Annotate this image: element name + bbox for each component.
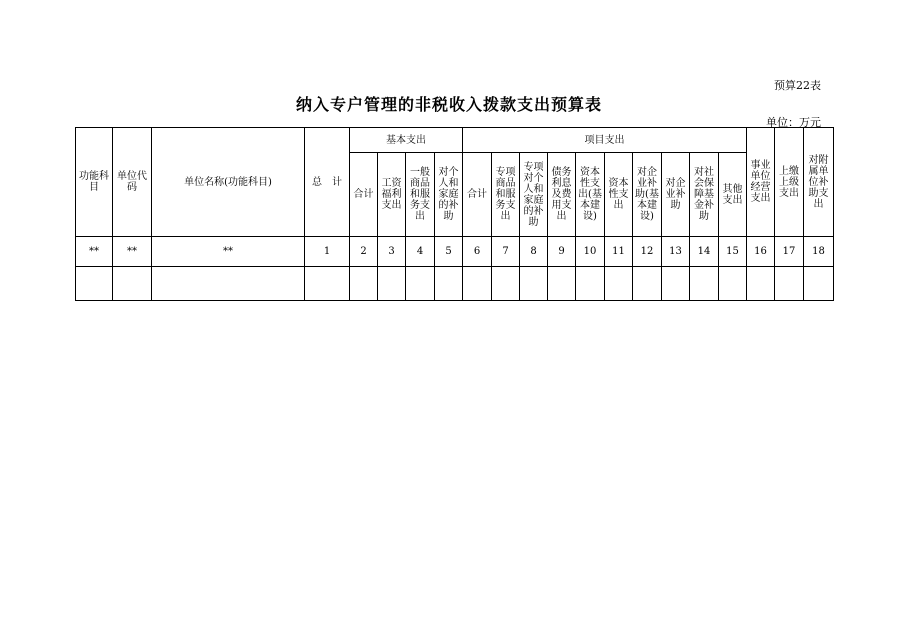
project-col: 合计 — [463, 153, 492, 237]
index-cell: ** — [152, 237, 305, 267]
data-cell — [76, 267, 113, 301]
data-cell — [463, 267, 492, 301]
header-row-1 — [76, 128, 834, 153]
header-func-code: 功能科目 — [76, 128, 113, 237]
index-cell: 7 — [492, 237, 520, 267]
project-col: 对企业补助(基本建设) — [633, 153, 662, 237]
project-col: 债务利息及费用支出 — [548, 153, 576, 237]
header-unit-name: 单位名称(功能科目) — [152, 128, 305, 237]
data-cell — [775, 267, 804, 301]
index-cell: 6 — [463, 237, 492, 267]
index-cell: 17 — [775, 237, 804, 267]
header-basic-group: 基本支出 — [350, 128, 463, 153]
index-cell: 12 — [633, 237, 662, 267]
header-upper: 上缴上级支出 — [775, 128, 804, 237]
data-cell — [633, 267, 662, 301]
data-cell — [492, 267, 520, 301]
header-project-group: 项目支出 — [463, 128, 747, 153]
data-cell — [747, 267, 775, 301]
data-cell — [406, 267, 435, 301]
data-cell — [305, 267, 350, 301]
data-cell — [690, 267, 719, 301]
data-cell — [350, 267, 378, 301]
index-cell: 2 — [350, 237, 378, 267]
index-cell: 10 — [576, 237, 605, 267]
index-cell: 16 — [747, 237, 775, 267]
data-cell — [548, 267, 576, 301]
header-total: 总 计 — [305, 128, 350, 237]
index-cell: 3 — [378, 237, 406, 267]
data-cell — [576, 267, 605, 301]
basic-col: 合计 — [350, 153, 378, 237]
index-cell: 5 — [435, 237, 463, 267]
basic-col: 一般商品和服务支出 — [406, 153, 435, 237]
data-cell — [804, 267, 834, 301]
data-cell — [520, 267, 548, 301]
index-cell: 11 — [605, 237, 633, 267]
index-cell: 1 — [305, 237, 350, 267]
data-cell — [378, 267, 406, 301]
project-col: 专项对个人和家庭的补助 — [520, 153, 548, 237]
index-cell: 18 — [804, 237, 834, 267]
form-number: 预算22表 — [774, 79, 821, 92]
data-cell — [435, 267, 463, 301]
header-enterprise: 事业单位经营支出 — [747, 128, 775, 237]
index-cell: 13 — [662, 237, 690, 267]
index-cell: 8 — [520, 237, 548, 267]
index-cell: 15 — [719, 237, 747, 267]
budget-table — [75, 127, 834, 301]
basic-col: 工资福利支出 — [378, 153, 406, 237]
project-col: 其他支出 — [719, 153, 747, 237]
data-row — [76, 267, 834, 301]
basic-col: 对个人和家庭的补助 — [435, 153, 463, 237]
project-col: 资本性支出 — [605, 153, 633, 237]
project-col: 资本性支出(基本建设) — [576, 153, 605, 237]
data-cell — [605, 267, 633, 301]
page-title: 纳入专户管理的非税收入拨款支出预算表 — [295, 95, 602, 114]
index-cell: ** — [113, 237, 152, 267]
header-unit-code: 单位代码 — [113, 128, 152, 237]
index-cell: ** — [76, 237, 113, 267]
index-cell: 14 — [690, 237, 719, 267]
project-col: 专项商品和服务支出 — [492, 153, 520, 237]
index-row — [76, 237, 834, 267]
data-cell — [662, 267, 690, 301]
project-col: 对企业补助 — [662, 153, 690, 237]
unit-label: 单位：万元 — [766, 116, 821, 129]
data-cell — [719, 267, 747, 301]
project-col: 对社会保障基金补助 — [690, 153, 719, 237]
header-affiliated: 对附属单位补助支出 — [804, 128, 834, 237]
index-cell: 4 — [406, 237, 435, 267]
data-cell — [152, 267, 305, 301]
index-cell: 9 — [548, 237, 576, 267]
data-cell — [113, 267, 152, 301]
